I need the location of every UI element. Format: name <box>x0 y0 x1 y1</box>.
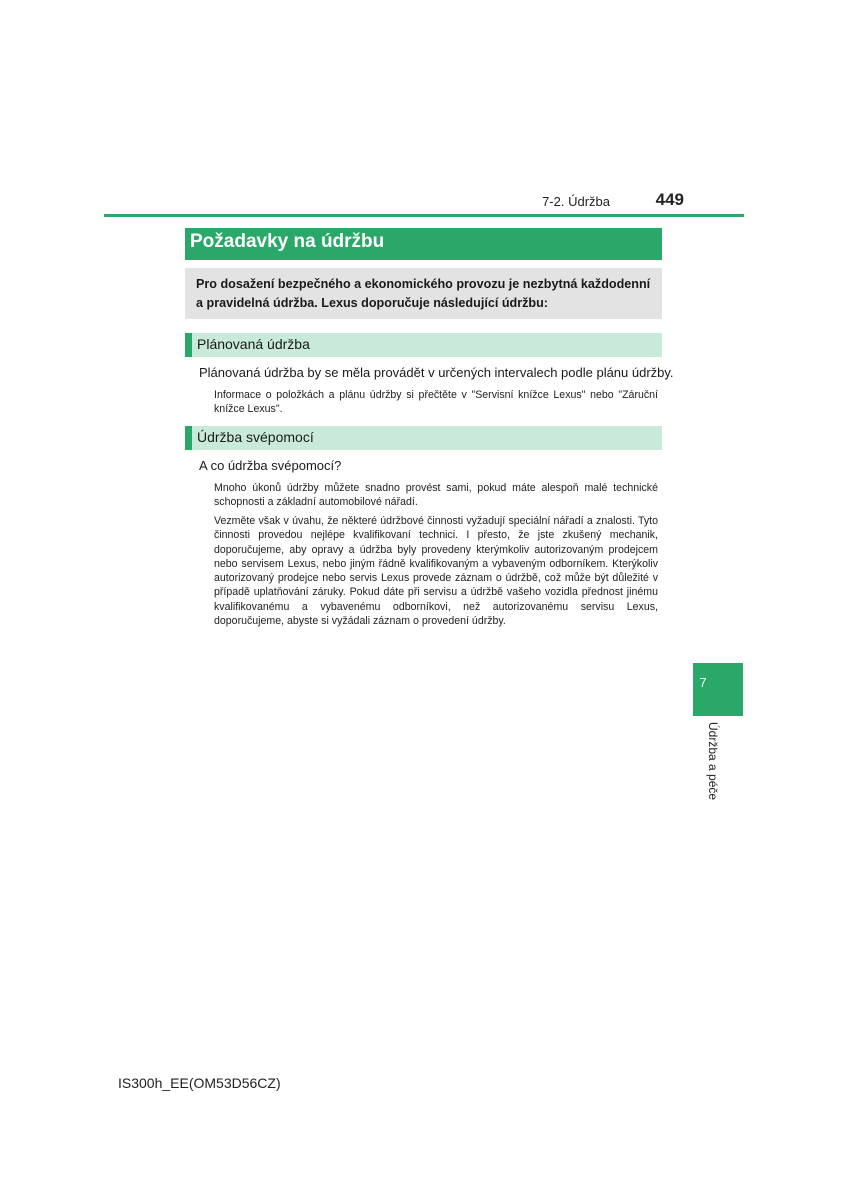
running-header-section: 7-2. Údržba <box>542 194 610 209</box>
chapter-tab-number: 7 <box>699 675 707 690</box>
section-heading-label: Údržba svépomocí <box>197 429 314 445</box>
self-maintenance-item: A co údržba svépomocí? <box>199 458 342 473</box>
section-heading-self-maintenance <box>185 426 662 450</box>
self-maintenance-note-1: Mnoho úkonů údržby můžete snadno provést sami, pokud máte alespoň malé technické schopnosti a základní automobilové nářadí. <box>214 482 658 509</box>
planned-maintenance-item: Plánovaná údržba by se měla provádět v určených intervalech podle plánu údržby. <box>199 365 674 380</box>
page-title-bar <box>185 228 662 260</box>
self-maintenance-note-2: Vezměte však v úvahu, že některé údržbové činnosti vyžadují speciální nářadí a znalosti. Tyto činnosti provedou nejlépe kvalifikovaní technici. I přesto, že jste zkušený mechanik, doporučujeme, aby opravy a údržba byly provedeny kterýmkoliv autorizovaným prodejcem nebo servisem Lexus, nebo jiným řádně kvalifikovaným a vybaveným odborníkem. Kterýkoliv autorizovaný prodejce nebo servis Lexus provede záznam o údržbě, což může být důležité v případě uplatňování záruky. Pokud dáte při servisu a údržbě vašeho vozidla přednost jinému kvalifikovanému a vybavenému odborníkovi, než autorizovanému servisu Lexus, doporučujeme, abyste si vyžádali záznam o provedení údržby. <box>214 515 658 628</box>
chapter-tab[interactable] <box>693 663 743 716</box>
intro-box <box>185 268 662 319</box>
section-accent <box>185 333 192 357</box>
footer-code: IS300h_EE(OM53D56CZ) <box>118 1075 281 1091</box>
chapter-tab-label: Údržba a péče <box>706 722 720 801</box>
section-heading-label: Plánovaná údržba <box>197 336 310 352</box>
page-number: 449 <box>655 190 684 209</box>
intro-text: Pro dosažení bezpečného a ekonomického provozu je nezbytná každodenní a pravidelná údržba. Lexus doporučuje následující údržbu: <box>196 277 651 310</box>
page-title: Požadavky na údržbu <box>190 231 385 252</box>
section-accent <box>185 426 192 450</box>
header-rule <box>104 214 744 217</box>
section-heading-planned-maintenance <box>185 333 662 357</box>
planned-maintenance-note: Informace o položkách a plánu údržby si přečtěte v "Servisní knížce Lexus" nebo "Záruční knížce Lexus". <box>214 389 658 416</box>
